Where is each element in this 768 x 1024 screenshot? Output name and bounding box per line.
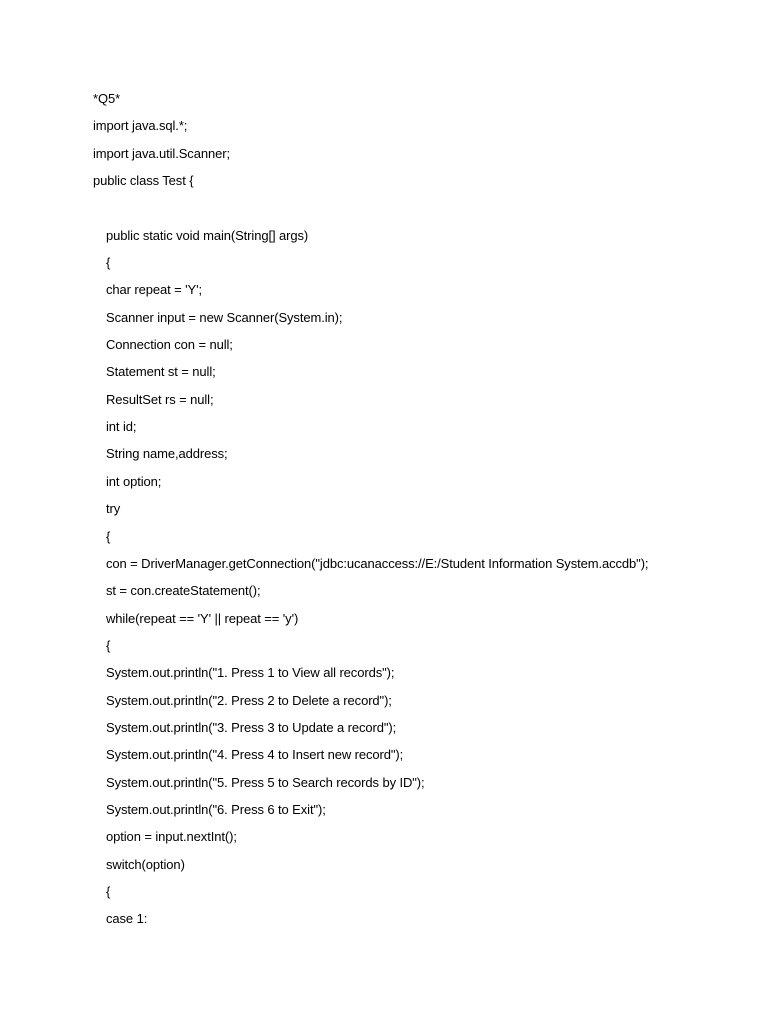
code-line: Scanner input = new Scanner(System.in); — [106, 309, 343, 325]
code-line: System.out.println("6. Press 6 to Exit"); — [106, 801, 326, 817]
code-line: st = con.createStatement(); — [106, 583, 261, 599]
heading-q5: *Q5* — [93, 91, 121, 106]
code-line: String name,address; — [106, 446, 228, 462]
code-line: con = DriverManager.getConnection("jdbc:ucanaccess://E:/Student Information System.accdb"); — [106, 555, 649, 571]
code-line: import java.util.Scanner; — [93, 145, 230, 161]
code-listing — [93, 85, 753, 933]
code-line: public class Test { — [93, 173, 194, 189]
code-line: case 1: — [106, 911, 148, 927]
code-line: { — [106, 255, 111, 271]
code-line: option = input.nextInt(); — [106, 829, 237, 845]
code-line: System.out.println("4. Press 4 to Insert new record"); — [106, 747, 404, 763]
code-line: switch(option) — [106, 856, 185, 872]
code-line: public static void main(String[] args) — [106, 227, 309, 243]
code-line: while(repeat == 'Y' || repeat == 'y') — [106, 610, 299, 626]
code-line: { — [106, 883, 111, 899]
code-line: ResultSet rs = null; — [106, 391, 214, 407]
code-line: System.out.println("1. Press 1 to View all records"); — [106, 665, 395, 681]
blank-line — [93, 194, 753, 221]
code-line: System.out.println("2. Press 2 to Delete a record"); — [106, 692, 392, 708]
code-line: int option; — [106, 473, 162, 489]
code-line: int id; — [106, 419, 137, 435]
code-line: { — [106, 637, 111, 653]
code-line: Connection con = null; — [106, 337, 233, 353]
code-line: import java.sql.*; — [93, 118, 188, 134]
code-line: Statement st = null; — [106, 364, 216, 380]
code-line: System.out.println("5. Press 5 to Search records by ID"); — [106, 774, 425, 790]
code-line: try — [106, 501, 121, 517]
code-line: char repeat = 'Y'; — [106, 282, 203, 298]
code-line: System.out.println("3. Press 3 to Update a record"); — [106, 719, 397, 735]
code-line: { — [106, 528, 111, 544]
